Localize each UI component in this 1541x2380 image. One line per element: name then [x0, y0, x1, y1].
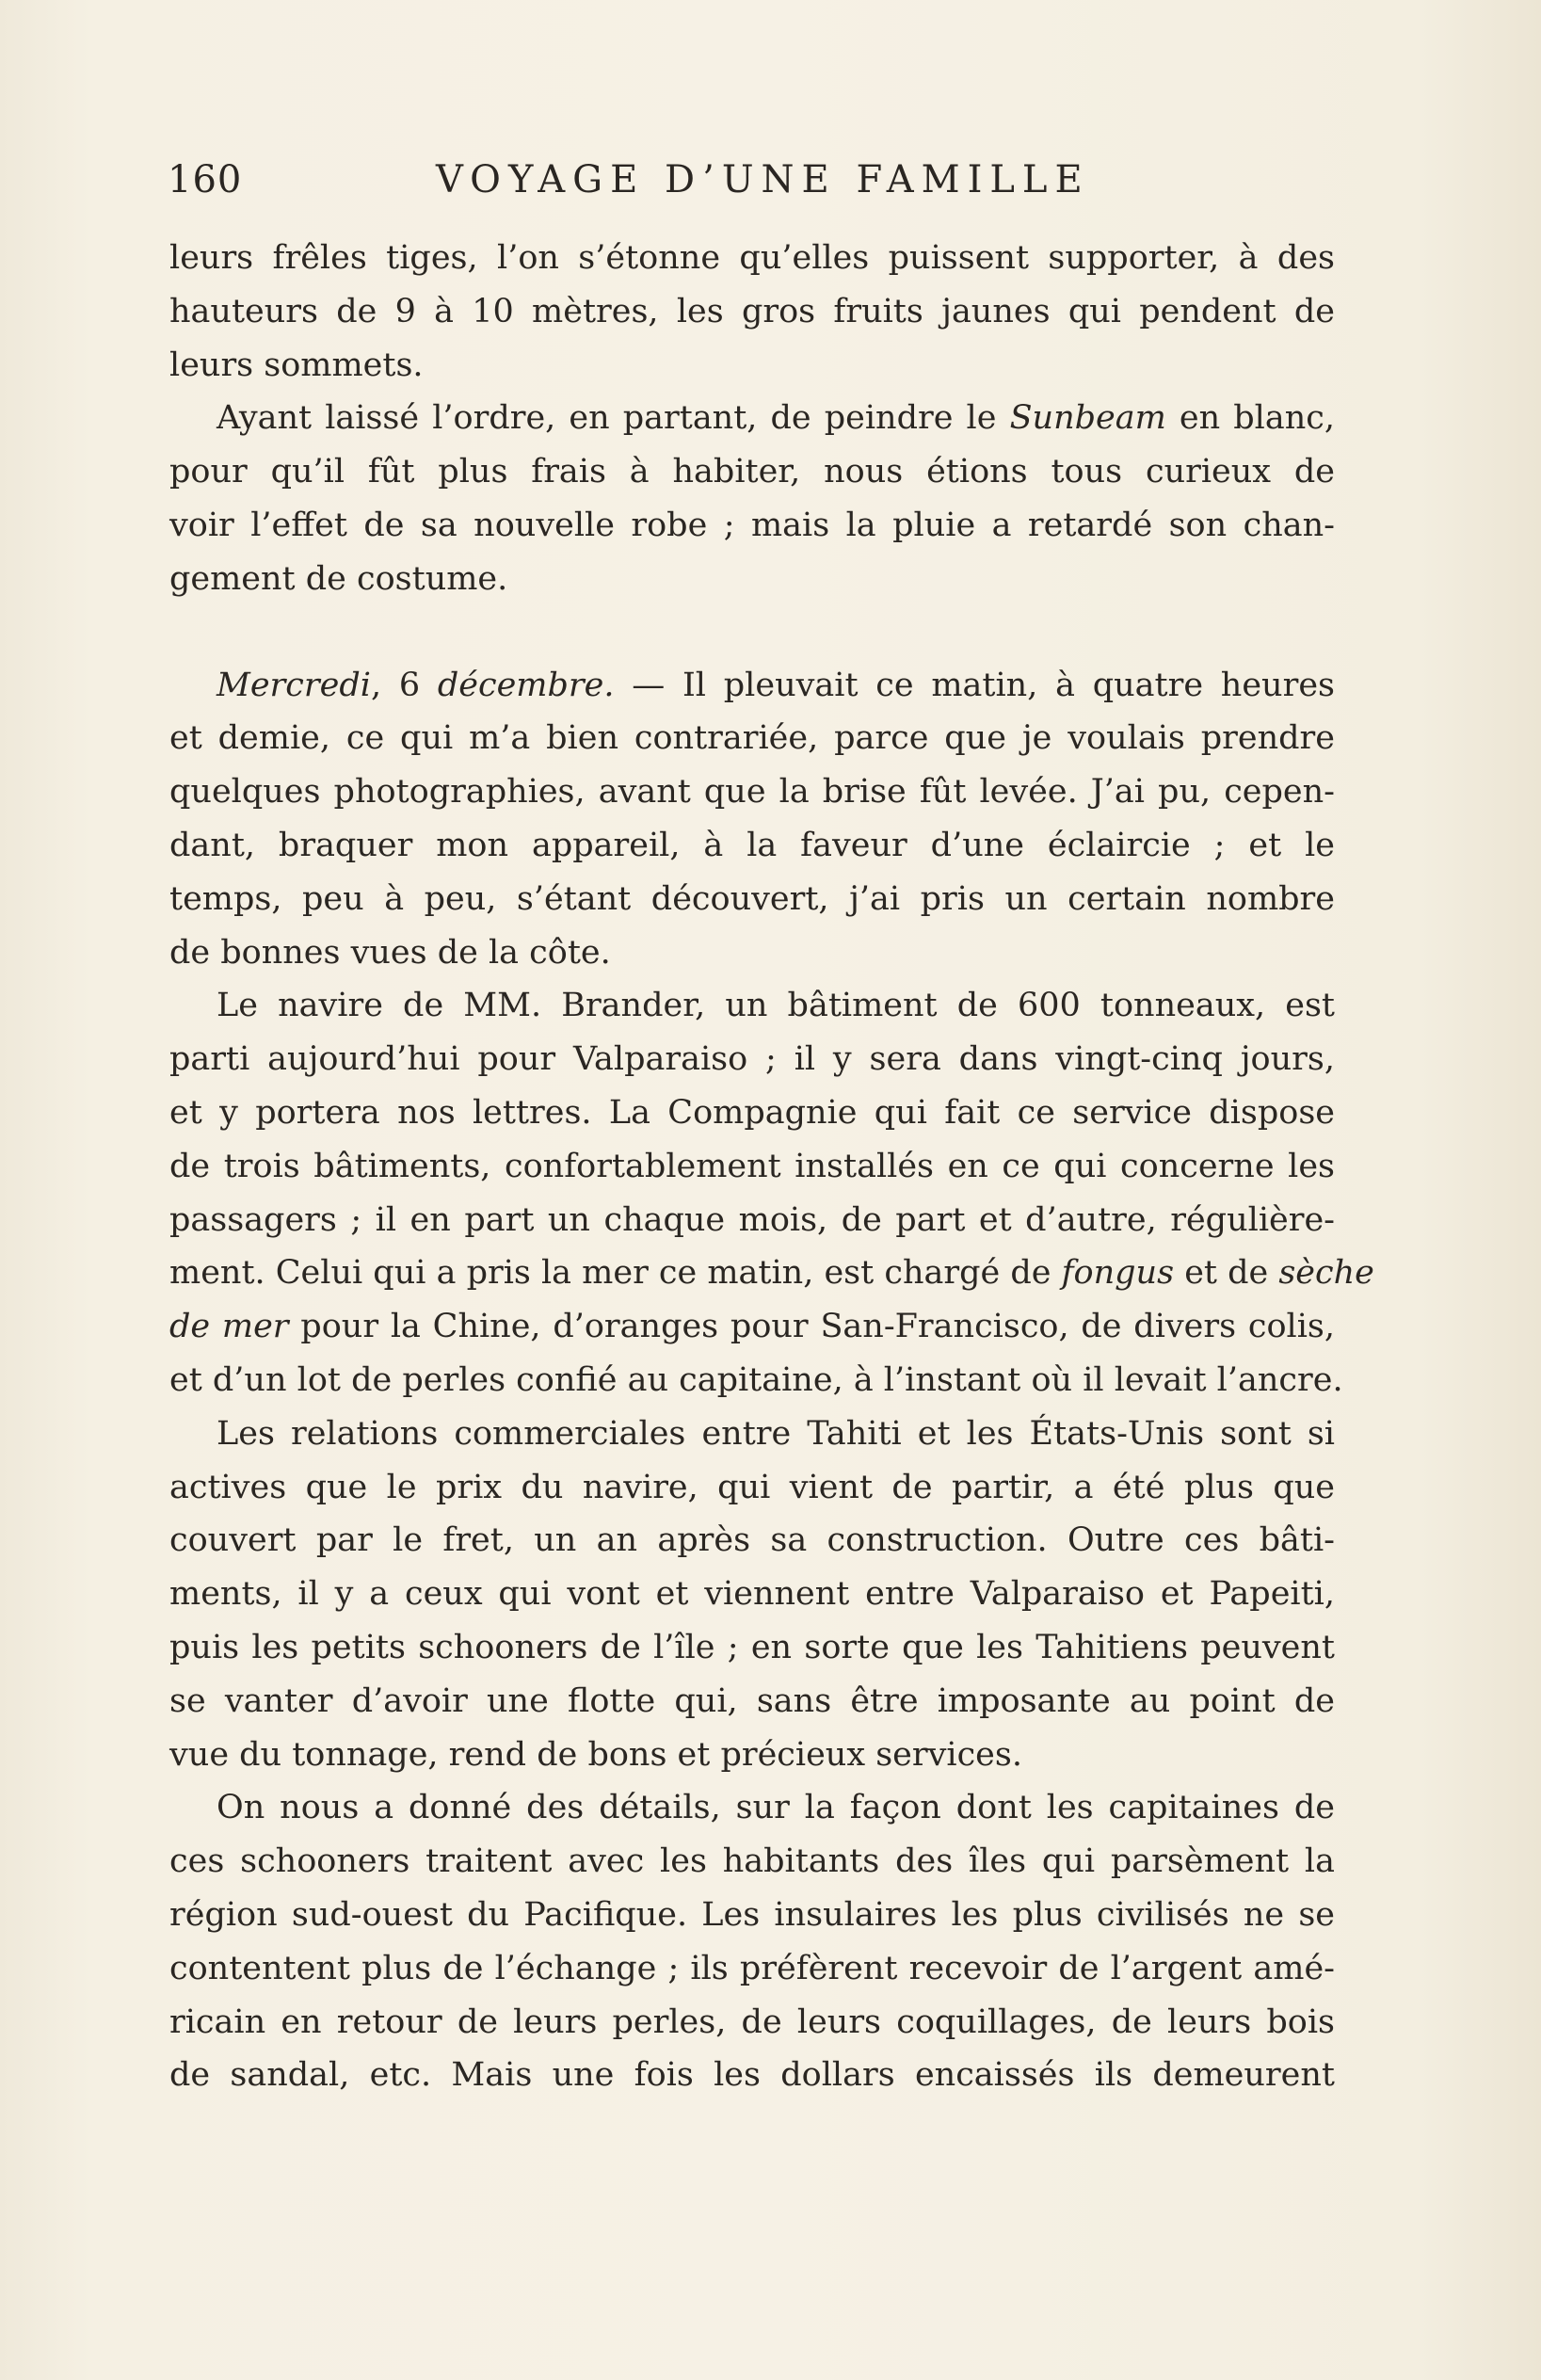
- text-line: de bonnes vues de la côte.: [169, 933, 611, 972]
- text-line: passagers ; il en part un chaque mois, de part et d’autre, régulière-: [169, 1200, 1335, 1239]
- text-line: voir l’effet de sa nouvelle robe ; mais la pluie a retardé son chan-: [169, 506, 1335, 544]
- text-run: ment. Celui qui a pris la mer ce matin, est chargé de: [169, 1254, 1062, 1293]
- paragraph-6: [169, 1781, 1335, 2102]
- text-run: pour la Chine, d’oranges pour San-Francisco, de divers colis,: [288, 1308, 1335, 1346]
- text-line: et demie, ce qui m’a bien contrariée, parce que je voulais prendre: [169, 719, 1335, 758]
- text-line: couvert par le fret, un an après sa construction. Outre ces bâti-: [169, 1521, 1335, 1560]
- paragraph-4: [169, 979, 1374, 1407]
- text-line: se vanter d’avoir une flotte qui, sans être imposante au point de: [169, 1681, 1335, 1720]
- text-line: Les relations commerciales entre Tahiti et les États-Unis sont si: [217, 1414, 1335, 1453]
- page-header: [168, 158, 1335, 215]
- cargo-term: sèche: [1278, 1254, 1374, 1293]
- page-number: 160: [168, 158, 243, 201]
- text-line: leurs sommets.: [169, 346, 424, 384]
- text-line: On nous a donné des détails, sur la façon dont les capitaines de: [217, 1789, 1335, 1827]
- text-line: et d’un lot de perles confié au capitaine, à l’instant où il levait l’ancre.: [169, 1360, 1343, 1399]
- text-line: de sandal, etc. Mais une fois les dollars encaissés ils demeurent: [169, 2056, 1335, 2095]
- text-line: pour qu’il fût plus frais à habiter, nous étions tous curieux de: [169, 453, 1335, 491]
- text-line: [169, 1300, 1335, 1354]
- text-line: [169, 1246, 1374, 1300]
- text-line: et y portera nos lettres. La Compagnie qui fait ce service dispose: [169, 1093, 1335, 1132]
- text-line: vue du tonnage, rend de bons et précieux services.: [169, 1735, 1022, 1774]
- paragraph-1: [169, 232, 1335, 392]
- text-line: Le navire de MM. Brander, un bâtiment de 600 tonneaux, est: [217, 987, 1335, 1025]
- cargo-term: de mer: [169, 1308, 289, 1346]
- text-line: actives que le prix du navire, qui vient de partir, a été plus que: [169, 1468, 1335, 1506]
- text-run: , 6: [370, 666, 438, 704]
- text-line: leurs frêles tiges, l’on s’étonne qu’elles puissent supporter, à des: [169, 239, 1335, 277]
- paragraph-5: [169, 1407, 1335, 1782]
- text-line: quelques photographies, avant que la brise fût levée. J’ai pu, cepen-: [169, 773, 1335, 812]
- text-run: et de: [1174, 1254, 1279, 1293]
- text-line: contentent plus de l’échange ; ils préfèrent recevoir de l’argent amé-: [169, 1949, 1335, 1987]
- paragraph-3: [169, 659, 1335, 980]
- text-line: de trois bâtiments, confortablement installés en ce qui concerne les: [169, 1147, 1335, 1185]
- text-line: temps, peu à peu, s’étant découvert, j’ai pris un certain nombre: [169, 879, 1335, 918]
- text-run: en blanc,: [1165, 399, 1335, 438]
- ship-name: Sunbeam: [1009, 399, 1166, 438]
- text-line: ments, il y a ceux qui vont et viennent entre Valparaiso et Papeiti,: [169, 1575, 1335, 1614]
- text-line: [169, 392, 1335, 445]
- body-text: [169, 232, 1374, 2102]
- paragraph-2: [169, 392, 1335, 605]
- text-line: région sud-ouest du Pacifique. Les insulaires les plus civilisés ne se: [169, 1895, 1335, 1934]
- text-line: ricain en retour de leurs perles, de leurs coquillages, de leurs bois: [169, 2002, 1335, 2041]
- text-run: — Il pleuvait ce matin, à quatre heures: [614, 666, 1335, 704]
- text-line: hauteurs de 9 à 10 mètres, les gros fruits jaunes qui pendent de: [169, 292, 1335, 330]
- cargo-term: fongus: [1061, 1254, 1175, 1293]
- text-line: gement de costume.: [169, 559, 508, 598]
- text-line: ces schooners traitent avec les habitants des îles qui parsèment la: [169, 1842, 1335, 1881]
- text-line: parti aujourd’hui pour Valparaiso ; il y sera dans vingt-cinq jours,: [169, 1040, 1335, 1079]
- text-line: puis les petits schooners de l’île ; en sorte que les Tahitiens peuvent: [169, 1628, 1335, 1666]
- text-run: Ayant laissé l’ordre, en partant, de peindre le: [217, 399, 1010, 438]
- entry-day: Mercredi: [217, 666, 371, 704]
- text-line: dant, braquer mon appareil, à la faveur d’une éclaircie ; et le: [169, 826, 1335, 864]
- entry-month: décembre.: [437, 666, 615, 704]
- running-title: VOYAGE D’UNE FAMILLE: [436, 158, 1090, 201]
- text-line: [169, 659, 1335, 713]
